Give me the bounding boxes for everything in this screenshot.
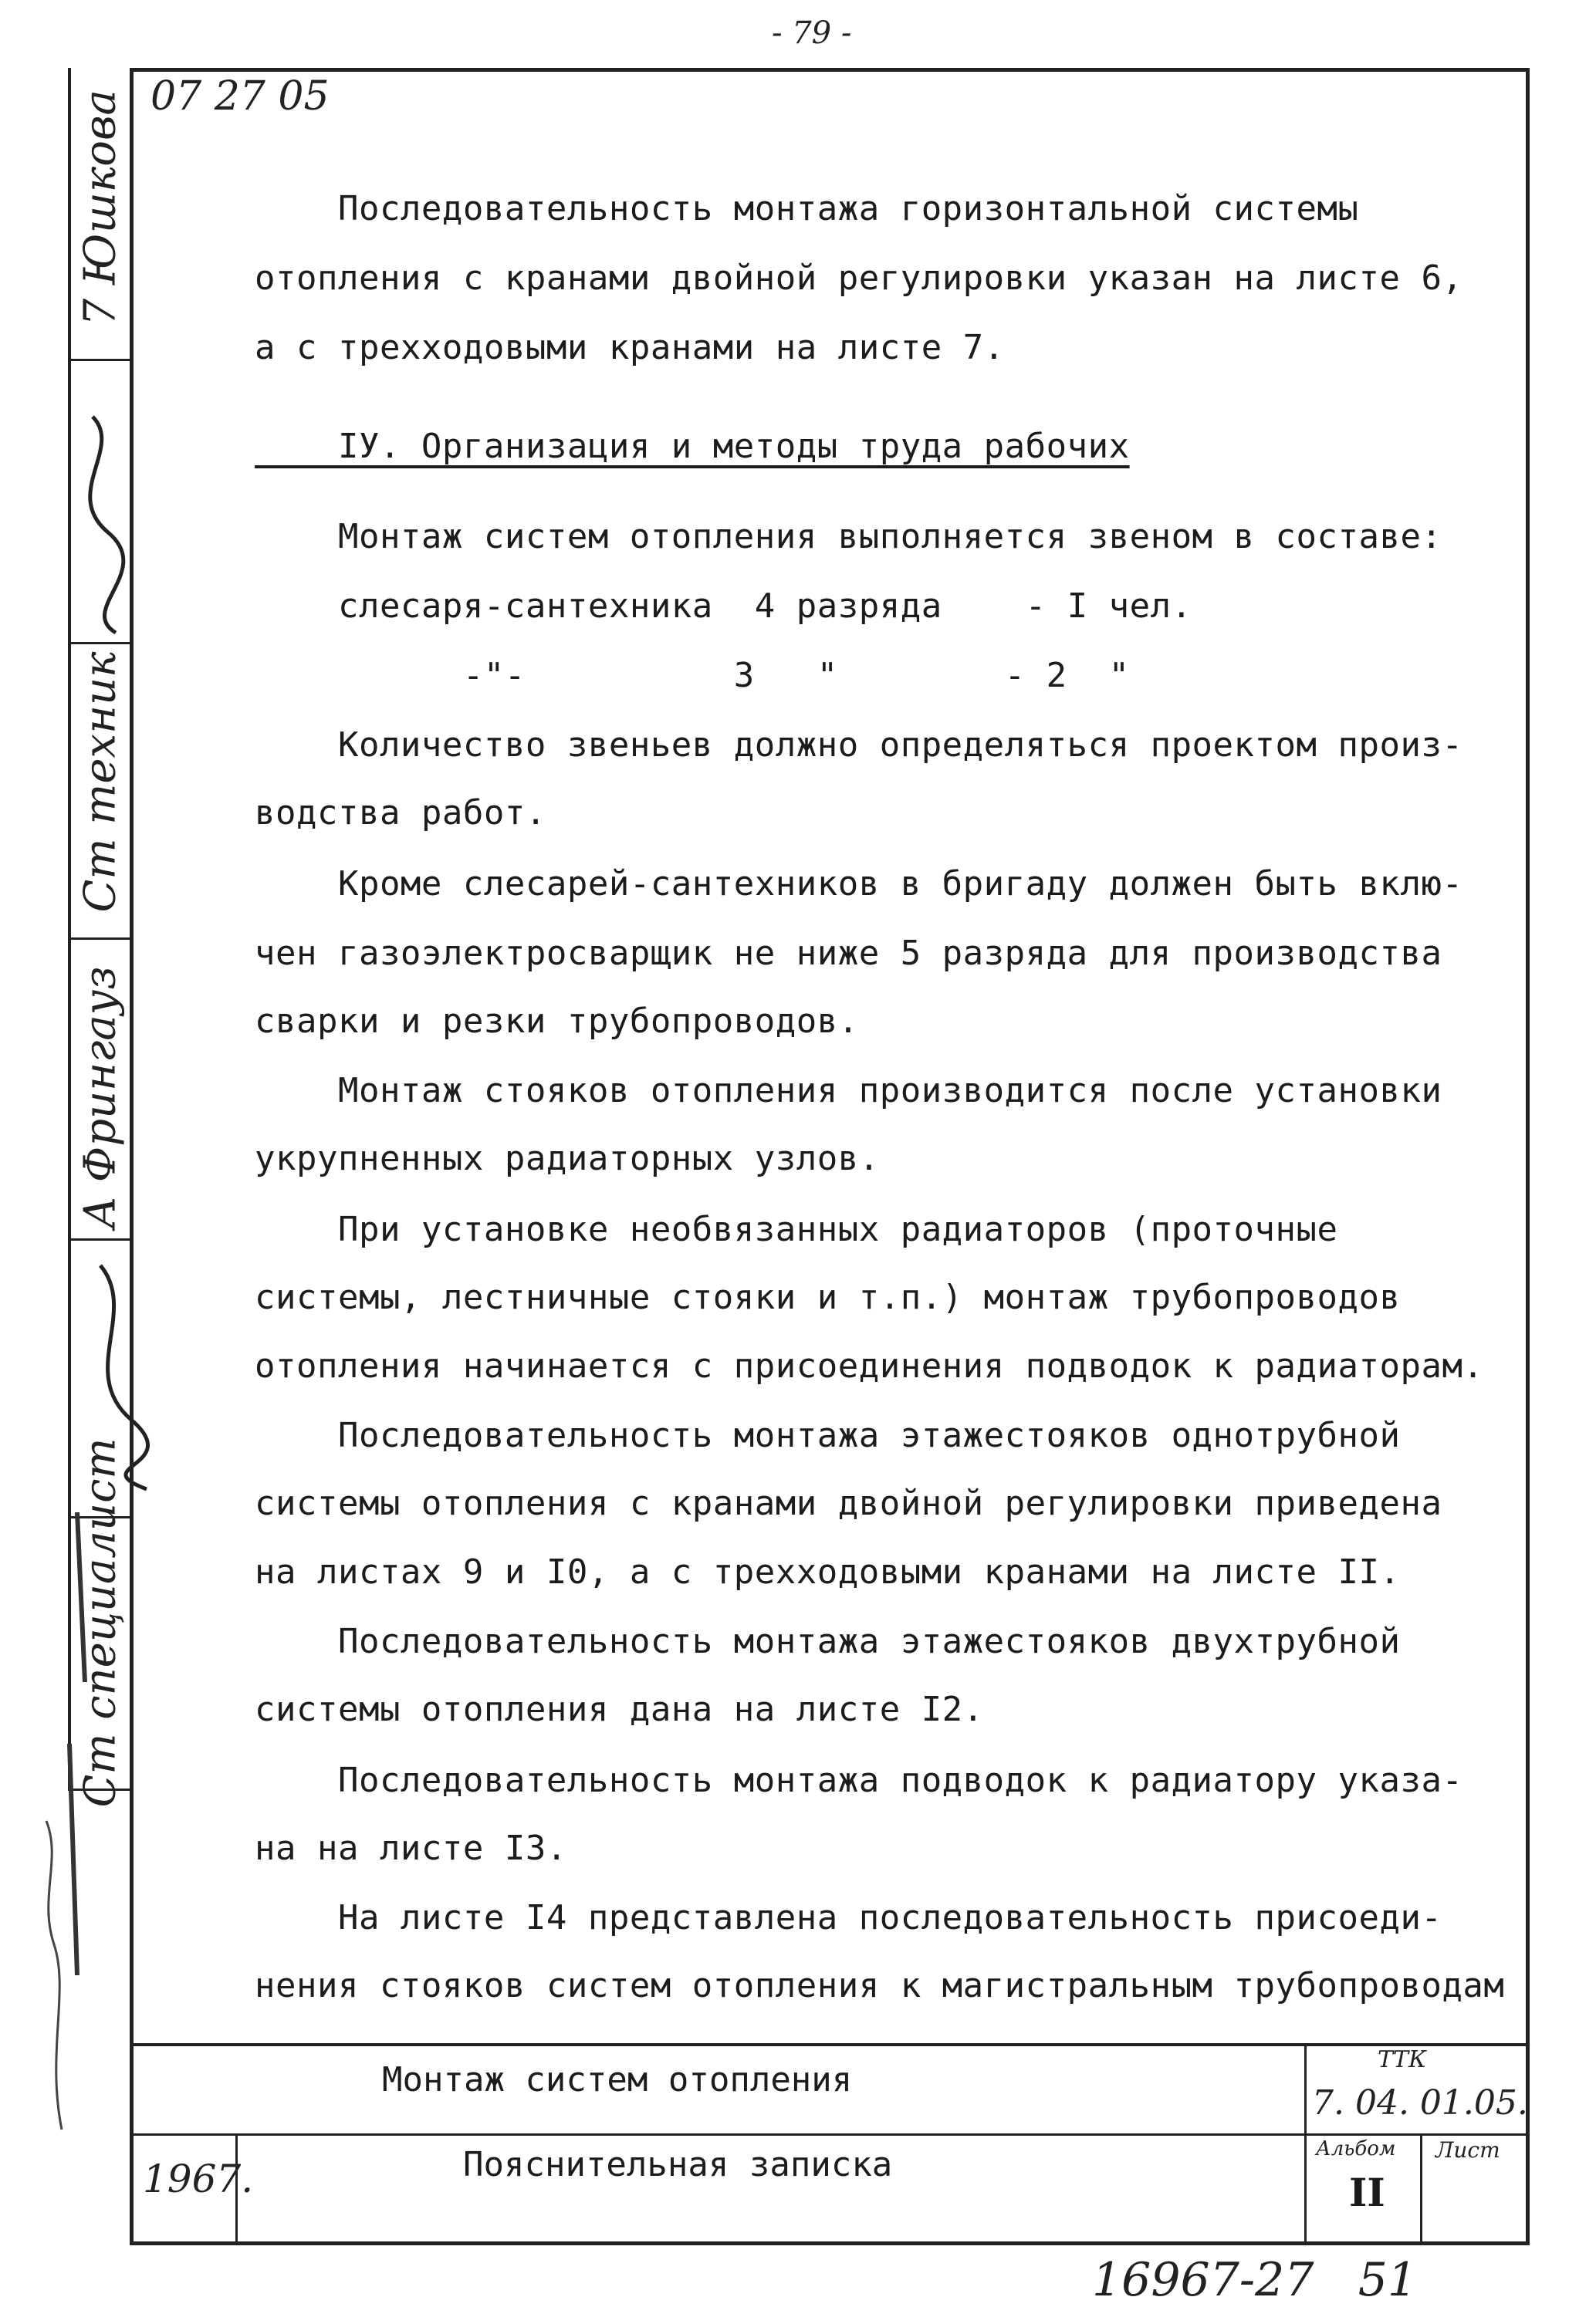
stamp-ttk-code: 7. 04. 01.05. (1312, 2083, 1528, 2123)
margin-signature-1: 7 Юшкова (75, 90, 126, 326)
stamp-ttk-label: ТТК (1378, 2046, 1427, 2073)
paragraph-line: на листах 9 и I0, а с трехходовыми кранами на листе II. (255, 1552, 1401, 1592)
paragraph-line: на на листе I3. (255, 1829, 567, 1868)
paragraph-line: сварки и резки трубопроводов. (255, 1002, 859, 1041)
bottom-code: 16967-27 51 (1092, 2253, 1418, 2307)
section-heading: IУ. Организация и методы труда рабочих (255, 427, 1130, 466)
paragraph-line: чен газоэлектросварщик не ниже 5 разряда для производства (255, 934, 1442, 973)
stamp-album-label: Альбом (1316, 2137, 1396, 2160)
paragraph-line: укрупненных радиаторных узлов. (255, 1139, 880, 1178)
paragraph-line: Монтаж систем отопления выполняется звеном в составе: (255, 517, 1442, 556)
paragraph-line: системы отопления с кранами двойной регулировки приведена (255, 1484, 1442, 1523)
stamp-title: Монтаж систем отопления (382, 2060, 853, 2099)
stamp-album-value: II (1349, 2170, 1385, 2215)
paragraph-line: -"- 3 " - 2 " (255, 656, 1130, 695)
paragraph-line: Кроме слесарей-сантехников в бригаду должен быть вклю- (255, 864, 1463, 904)
paragraph-line: Количество звеньев должно определяться проектом произ- (255, 725, 1463, 765)
stamp-year: 1967. (143, 2157, 254, 2201)
paragraph-line: слесаря-сантехника 4 разряда - I чел. (255, 586, 1192, 626)
frame-right (1526, 68, 1530, 2245)
paragraph-line: Последовательность монтажа подводок к радиатору указа- (255, 1761, 1463, 1800)
stamp-subtitle: Пояснительная записка (463, 2145, 893, 2184)
margin-signature-2: Ст техник (75, 651, 126, 913)
paragraph-line: системы, лестничные стояки и т.п.) монтаж трубопроводов (255, 1278, 1401, 1317)
margin-signature-4: Ст специалист (75, 1437, 126, 1808)
margin-signature-3: А Фрингауз (75, 966, 126, 1229)
paragraph-line: а с трехходовыми кранами на листе 7. (255, 328, 1005, 367)
paragraph-line: Последовательность монтажа этажестояков двухтрубной (255, 1622, 1401, 1661)
paragraph-line: нения стояков систем отопления к магистральным трубопроводам (255, 1966, 1505, 2005)
paragraph-line: На листе I4 представлена последовательность присоеди- (255, 1898, 1442, 1937)
frame-top (131, 68, 1530, 72)
paragraph-line: системы отопления дана на листе I2. (255, 1690, 984, 1729)
margin-scribbles (31, 355, 170, 2207)
paragraph-line: Последовательность монтажа горизонтальной системы (255, 189, 1359, 228)
stamp-sheet-divider (1420, 2133, 1422, 2243)
frame-bottom (130, 2241, 1530, 2245)
paragraph-line: отопления начинается с присоединения подводок к радиаторам. (255, 1346, 1484, 1386)
paragraph-line: водства работ. (255, 793, 546, 833)
stamp-middle-line (130, 2133, 1530, 2136)
paragraph-line: отопления с кранами двойной регулировки указан на листе 6, (255, 258, 1463, 298)
stamp-top-line (130, 2043, 1530, 2046)
document-code: 07 27 05 (150, 73, 330, 120)
stamp-sheet-label: Лист (1435, 2137, 1500, 2163)
paragraph-line: При установке необвязанных радиаторов (проточные (255, 1210, 1338, 1249)
stamp-code-divider (1304, 2043, 1307, 2244)
page-number: - 79 - (772, 15, 852, 51)
paragraph-line: Монтаж стояков отопления производится после установки (255, 1071, 1442, 1110)
paragraph-line: Последовательность монтажа этажестояков однотрубной (255, 1416, 1401, 1455)
